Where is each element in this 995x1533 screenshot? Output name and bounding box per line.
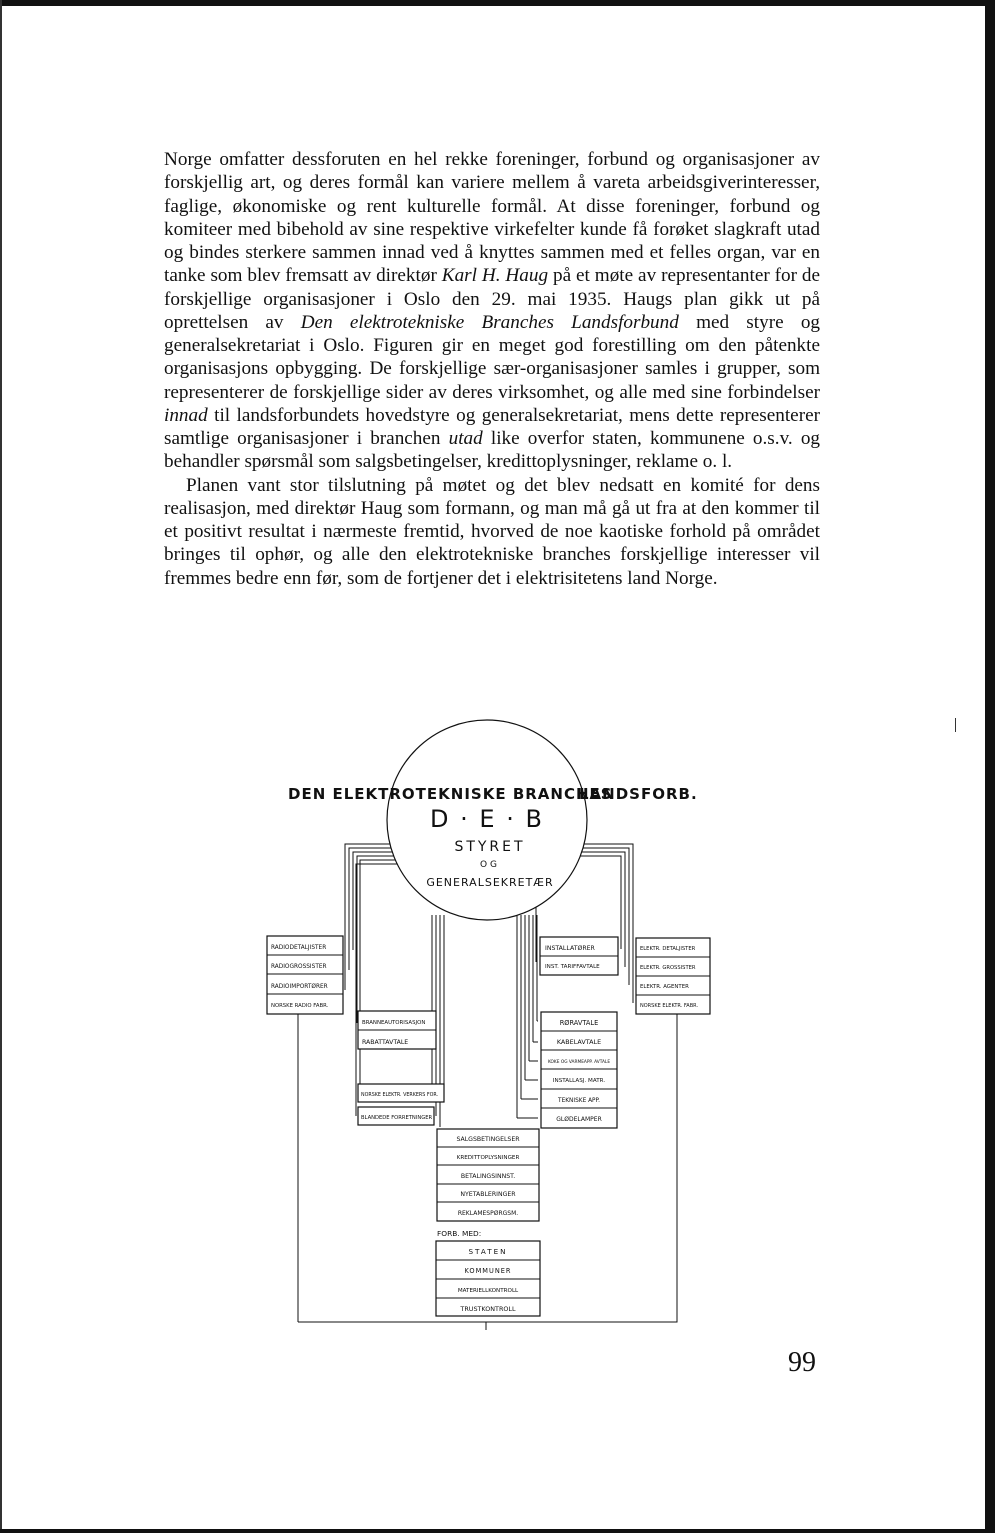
org-box: RØRAVTALE: [559, 1019, 599, 1027]
org-box-label: NORSKE ELEKTR. VERKERS FOR.: [361, 1093, 439, 1098]
org-box: RADIODETALJISTER: [271, 945, 327, 951]
org-box: TRUSTKONTROLL: [460, 1305, 516, 1313]
org-box: BETALINGSINNST.: [460, 1173, 516, 1180]
paragraph-1: Norge omfatter dessforuten en hel rekke foreninger, forbund og organisasjoner av forskjellig art, og deres formål kan variere mellem å vareta arbeidsgiverinteresser, faglige, økonomiske og rent kulturelle formål. At disse foreninger, forbund og komiteer med bibehold av sine respektive virkefelter kunde få forøket slagkraft utad og bindes sterkere sammen innad ved å knyttes sammen med et felles organ, var en tanke som blev fremsatt av direktør Karl H. Haug på et møte av representanter for de forskjellige organisasjoner i Oslo den 29. mai 1935. Haugs plan gikk ut på oprettelsen av Den elektrotekniske Branches Landsforbund med styre og generalsekretariat i Oslo. Figuren gir en meget god forestilling om den påtenkte organisasjons opbygging. De forskjellige sær-organisasjoner samles i grupper, som representerer de forskjellige sider av deres virksomhet, og alle med sine forbindelser innad til landsforbundets hovedstyre og generalsekretariat, mens dette representerer samtlige organisasjoner i branchen utad like overfor staten, kommunene o.s.v. og behandler spørsmål som salgsbetingelser, kredittoplysninger, reklame o. l.: [164, 149, 821, 473]
org-box: STATEN: [468, 1247, 508, 1256]
org-box: NORSKE ELEKTR. FABR.: [640, 1003, 699, 1009]
diagram-title-end: LANDSFORB.: [579, 785, 698, 803]
org-box-label: BLANDEDE FORRETNINGER: [361, 1115, 433, 1121]
organization-name: Den elektrotekniske Branches Landsforbund: [300, 311, 679, 333]
installers-group: [540, 937, 618, 975]
org-box: GLØDELAMPER: [556, 1116, 602, 1123]
radio-group: [267, 936, 343, 1014]
agreements-box: [541, 1012, 617, 1128]
fire-authorization-group: [358, 1011, 436, 1049]
org-box: NYETABLERINGER: [460, 1191, 516, 1198]
org-box: RADIOIMPORTØRER: [271, 984, 328, 990]
org-box: INSTALLATØRER: [545, 945, 595, 952]
org-box: REKLAMESPØRGSM.: [457, 1210, 519, 1217]
org-box: INST. TARIFFAVTALE: [545, 964, 600, 970]
deb-abbreviation: D · E · B: [430, 805, 544, 833]
paragraph-2: Planen vant stor tilslutning på møtet og det blev nedsatt en komité for dens realisasjon, med direktør Haug som formann, og man må gå ut fra at den kommer til et positivt resultat i nærmeste fremtid, hvorved de noe kaotiske forhold på området bringes til ophør, og alle den elektrotekniske branches forskjellige interesser vil fremmes bedre enn før, som de fortjener det i elektrisitetens land Norge.: [164, 474, 820, 589]
org-box: TEKNISKE APP.: [558, 1098, 600, 1104]
org-box: NORSKE RADIO FABR.: [271, 1003, 329, 1009]
org-box: INSTALLASJ. MATR.: [552, 1078, 606, 1084]
org-box: ELEKTR. DETALJISTER: [640, 946, 696, 952]
org-box: KREDITTOPLYSNINGER: [456, 1155, 520, 1161]
connections-label: FORB. MED:: [437, 1229, 482, 1238]
org-box: KABELAVTALE: [556, 1038, 602, 1046]
org-box: MATERIELLKONTROLL: [457, 1288, 519, 1294]
utility-group: [358, 1084, 444, 1125]
org-box: ELEKTR. AGENTER: [640, 984, 689, 990]
and-label: OG: [479, 860, 501, 870]
electrical-group: [636, 938, 710, 1014]
external-relations-group: [436, 1241, 540, 1316]
connectors-left: [345, 844, 415, 1116]
org-box: BRANNEAUTORISASJON: [362, 1020, 426, 1026]
org-box: KOKE OG VARMEAPP. AVTALE: [547, 1060, 611, 1065]
agreements-group: [541, 1012, 617, 1128]
board-label: STYRET: [454, 839, 526, 855]
common-affairs-group: [437, 1129, 539, 1221]
page-number: 99: [788, 1347, 816, 1378]
person-name: Karl H. Haug: [441, 265, 549, 287]
diagram-title: DEN ELEKTROTEKNISKE BRANCHES: [288, 785, 613, 803]
secretary-label: GENERALSEKRETÆR: [426, 876, 554, 889]
org-box: KOMMUNER: [464, 1267, 512, 1275]
org-box: RABATTAVTALE: [362, 1039, 409, 1046]
connectors-center: [432, 915, 538, 1127]
org-box: RADIOGROSSISTER: [271, 964, 327, 970]
org-box: ELEKTR. GROSSISTER: [640, 965, 696, 971]
org-box: SALGSBETINGELSER: [456, 1136, 520, 1143]
